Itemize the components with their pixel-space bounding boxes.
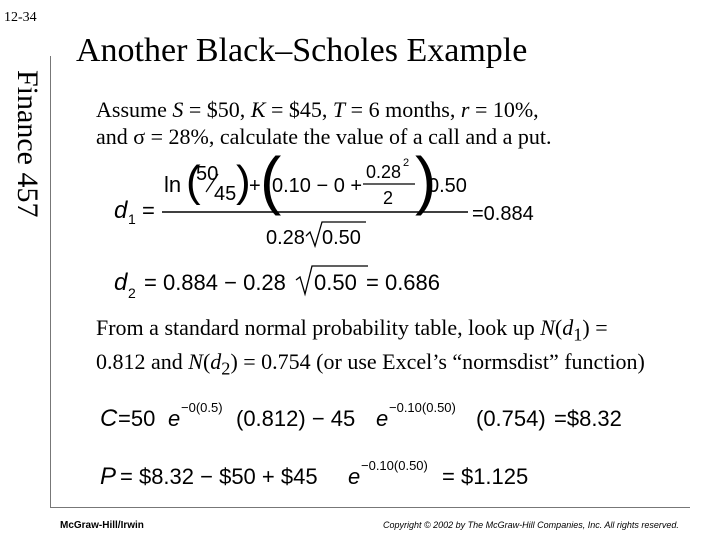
d1-bracket-close: ) — [415, 152, 437, 216]
d1-num-top: 50 — [196, 163, 219, 185]
call-e1: e — [168, 406, 181, 431]
d1-term-a: 0.10 − 0 + — [272, 175, 363, 197]
put-exp: −0.10(0.50) — [361, 458, 428, 473]
d1-plus: + — [249, 175, 261, 197]
side-label-container — [6, 70, 46, 260]
call-exp2: −0.10(0.50) — [389, 400, 456, 415]
d1-bracket-open: ( — [260, 152, 282, 216]
d1-half-den: 2 — [383, 188, 394, 208]
d1-lhs: d — [114, 197, 128, 224]
assumption-text — [96, 96, 552, 150]
d1-equals: = — [142, 198, 155, 223]
d1-sigma-exp: 2 — [403, 157, 410, 169]
footer-copyright: Copyright © 2002 by The McGraw-Hill Companies, Inc. All rights reserved. — [383, 520, 679, 530]
slide-number: 12-34 — [4, 10, 37, 25]
call-n2: (0.754) — [476, 406, 546, 431]
footer-divider — [50, 507, 690, 508]
call-n1: (0.812) − 45 — [236, 406, 356, 431]
put-expr: = $8.32 − $50 + $45 — [120, 464, 318, 489]
d2-root: 0.50 — [314, 270, 357, 295]
put-lhs: P — [100, 463, 117, 490]
put-formula — [96, 452, 656, 502]
d2-lhs-sub: 2 — [128, 285, 136, 301]
put-e: e — [348, 464, 361, 489]
d1-denom-root: 0.50 — [322, 227, 361, 249]
d1-ln: ln — [164, 172, 182, 197]
d2-formula — [110, 262, 570, 302]
assumption-line-2: and σ = 28%, calculate the value of a call and a put. — [96, 124, 552, 149]
call-e2: e — [376, 406, 389, 431]
d2-expr: = 0.884 − 0.28 — [144, 270, 286, 295]
d2-lhs: d — [114, 269, 128, 296]
normal-text-line-2: 0.812 and $N(d_2) = 0.754$ (or use Excel’s “normsdist” function) — [96, 349, 645, 379]
footer-publisher: McGraw-Hill/Irwin — [60, 520, 144, 531]
call-result: =$8.32 — [554, 406, 622, 431]
d1-result: =0.884 — [472, 203, 534, 225]
assumption-line-1: Assume S = $50, K = $45, T = 6 months, r = 10%, — [96, 97, 539, 122]
d1-sigma: 0.28 — [366, 162, 402, 182]
d1-num-bot: 45 — [214, 183, 237, 205]
course-side-label: Finance 457 — [11, 70, 44, 218]
call-formula — [96, 394, 656, 444]
slide-title: Another Black–Scholes Example — [76, 32, 528, 69]
call-eq: =50 — [118, 406, 156, 431]
put-result: = $1.125 — [442, 464, 529, 489]
d1-paren-open: ( — [186, 157, 201, 206]
call-exp1: −0(0.5) — [181, 400, 223, 415]
call-lhs: C — [100, 405, 118, 432]
d1-lhs-sub: 1 — [128, 211, 136, 227]
d1-denom-coef: 0.28 — [266, 227, 305, 249]
normal-table-text — [96, 314, 645, 383]
vertical-divider — [50, 56, 51, 508]
d1-paren-close: ) — [236, 157, 251, 206]
normal-text-line-1: From a standard normal probability table, look up $N(d_1)$ = — [96, 315, 608, 345]
d1-T: 0.50 — [428, 175, 467, 197]
d1-formula — [110, 152, 580, 252]
d2-result: = 0.686 — [366, 270, 441, 295]
